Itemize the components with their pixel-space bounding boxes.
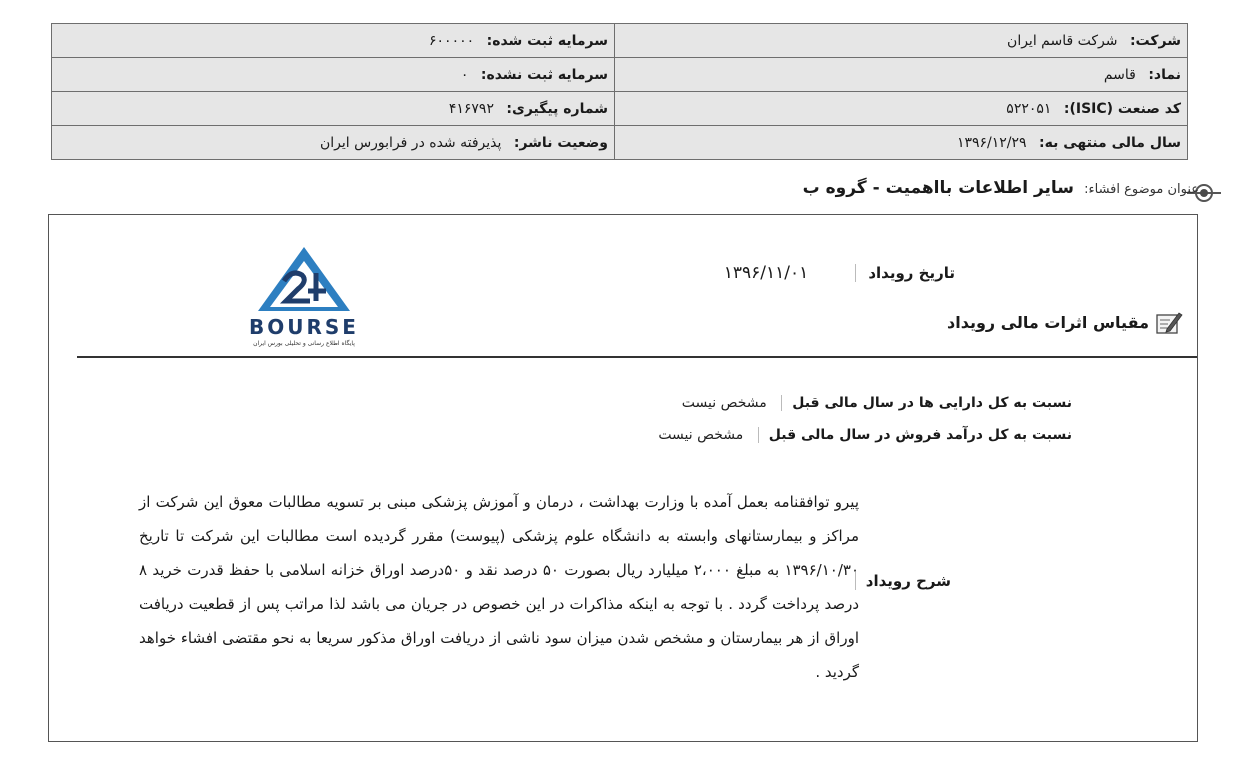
- symbol-cell: [615, 58, 1188, 92]
- bourse-logo-mark: [254, 243, 354, 315]
- info-row: [52, 126, 1188, 160]
- ratio-value: مشخص نیست: [658, 427, 744, 443]
- symbol-label: نماد:: [1148, 66, 1181, 83]
- unregistered-capital-value: ۰: [460, 66, 469, 83]
- unregistered-capital-label: سرمایه ثبت نشده:: [480, 66, 608, 83]
- edit-form-icon: [1155, 309, 1183, 335]
- publisher-status-label: وضعیت ناشر:: [513, 134, 608, 151]
- registered-capital-value: ۶۰۰۰۰۰: [429, 32, 475, 49]
- section-title-text: مقیاس اثرات مالی رویداد: [947, 312, 1149, 332]
- fiscal-year-value: ۱۳۹۶/۱۲/۲۹: [956, 134, 1027, 151]
- subject-value: سایر اطلاعات بااهمیت - گروه ب: [802, 178, 1075, 198]
- event-date: [724, 263, 955, 283]
- event-date-label: تاریخ رویداد: [855, 264, 955, 282]
- unregistered-capital-cell: [52, 58, 615, 92]
- fiscal-year-cell: [615, 126, 1188, 160]
- company-value: شرکت قاسم ایران: [1007, 32, 1118, 49]
- ratio-row: [658, 427, 1072, 443]
- registered-capital-label: سرمایه ثبت شده:: [486, 32, 608, 49]
- company-cell: [615, 24, 1188, 58]
- ratio-label: نسبت به کل درآمد فروش در سال مالی قبل: [758, 427, 1072, 443]
- fiscal-year-label: سال مالی منتهی به:: [1039, 134, 1181, 151]
- logo-subtitle: پایگاه اطلاع رسانی و تحلیلی بورس ایران: [253, 340, 355, 347]
- info-row: [52, 24, 1188, 58]
- isic-value: ۵۲۲۰۵۱: [1006, 100, 1052, 117]
- section-title: [947, 309, 1183, 335]
- isic-label: کد صنعت (ISIC):: [1063, 100, 1181, 117]
- tracking-label: شماره پیگیری:: [506, 100, 608, 117]
- publisher-status-value: پذیرفته شده در فرابورس ایران: [319, 134, 502, 151]
- event-date-value: ۱۳۹۶/۱۱/۰۱: [723, 263, 809, 283]
- subject-line: [803, 178, 1199, 198]
- isic-cell: [615, 92, 1188, 126]
- description-label: شرح رویداد: [855, 572, 951, 590]
- symbol-value: قاسم: [1103, 66, 1136, 83]
- bourse-logo: [239, 243, 369, 345]
- tracking-cell: [52, 92, 615, 126]
- logo-word: BOURSE: [249, 315, 359, 339]
- disclosure-frame: [48, 214, 1198, 742]
- publisher-status-cell: [52, 126, 615, 160]
- description-text: پیرو توافقنامه بعمل آمده با وزارت بهداشت ، درمان و آموزش پزشکی مبنی بر تسویه مطالبات معوق این شرکت از مراکز و بیمارستانهای وابسته به دانشگاه علوم پزشکی (پیوست) مقرر گردیده است مطالبات این شرکت تا تاریخ ۱۳۹۶/۱۰/۳۰ به مبلغ ۲،۰۰۰ میلیارد ریال بصورت ۵۰ درصد نقد و ۵۰درصد اوراق خزانه اسلامی با حفظ قدرت خرید ۸ درصد پرداخت گردد . با توجه به اینکه مذاکرات در این خصوص در جریان می باشد لذا مراتب پس از قطعیت دریافت اوراق از هر بیمارستان و مشخص شدن میزان سود ناشی از دریافت اوراق مذکور سریعا به نحو مقتضی افشاء خواهد گردید .: [139, 493, 859, 681]
- company-label: شرکت:: [1129, 32, 1181, 49]
- section-divider: [77, 356, 1197, 358]
- subject-label: عنوان موضوع افشاء:: [1084, 182, 1199, 197]
- ratio-value: مشخص نیست: [681, 395, 767, 411]
- info-row: [52, 92, 1188, 126]
- info-row: [52, 58, 1188, 92]
- registered-capital-cell: [52, 24, 615, 58]
- ratio-label: نسبت به کل دارایی ها در سال مالی قبل: [781, 395, 1072, 411]
- tracking-value: ۴۱۶۷۹۲: [448, 100, 494, 117]
- ratio-row: [682, 395, 1072, 411]
- company-info-table: [51, 23, 1188, 160]
